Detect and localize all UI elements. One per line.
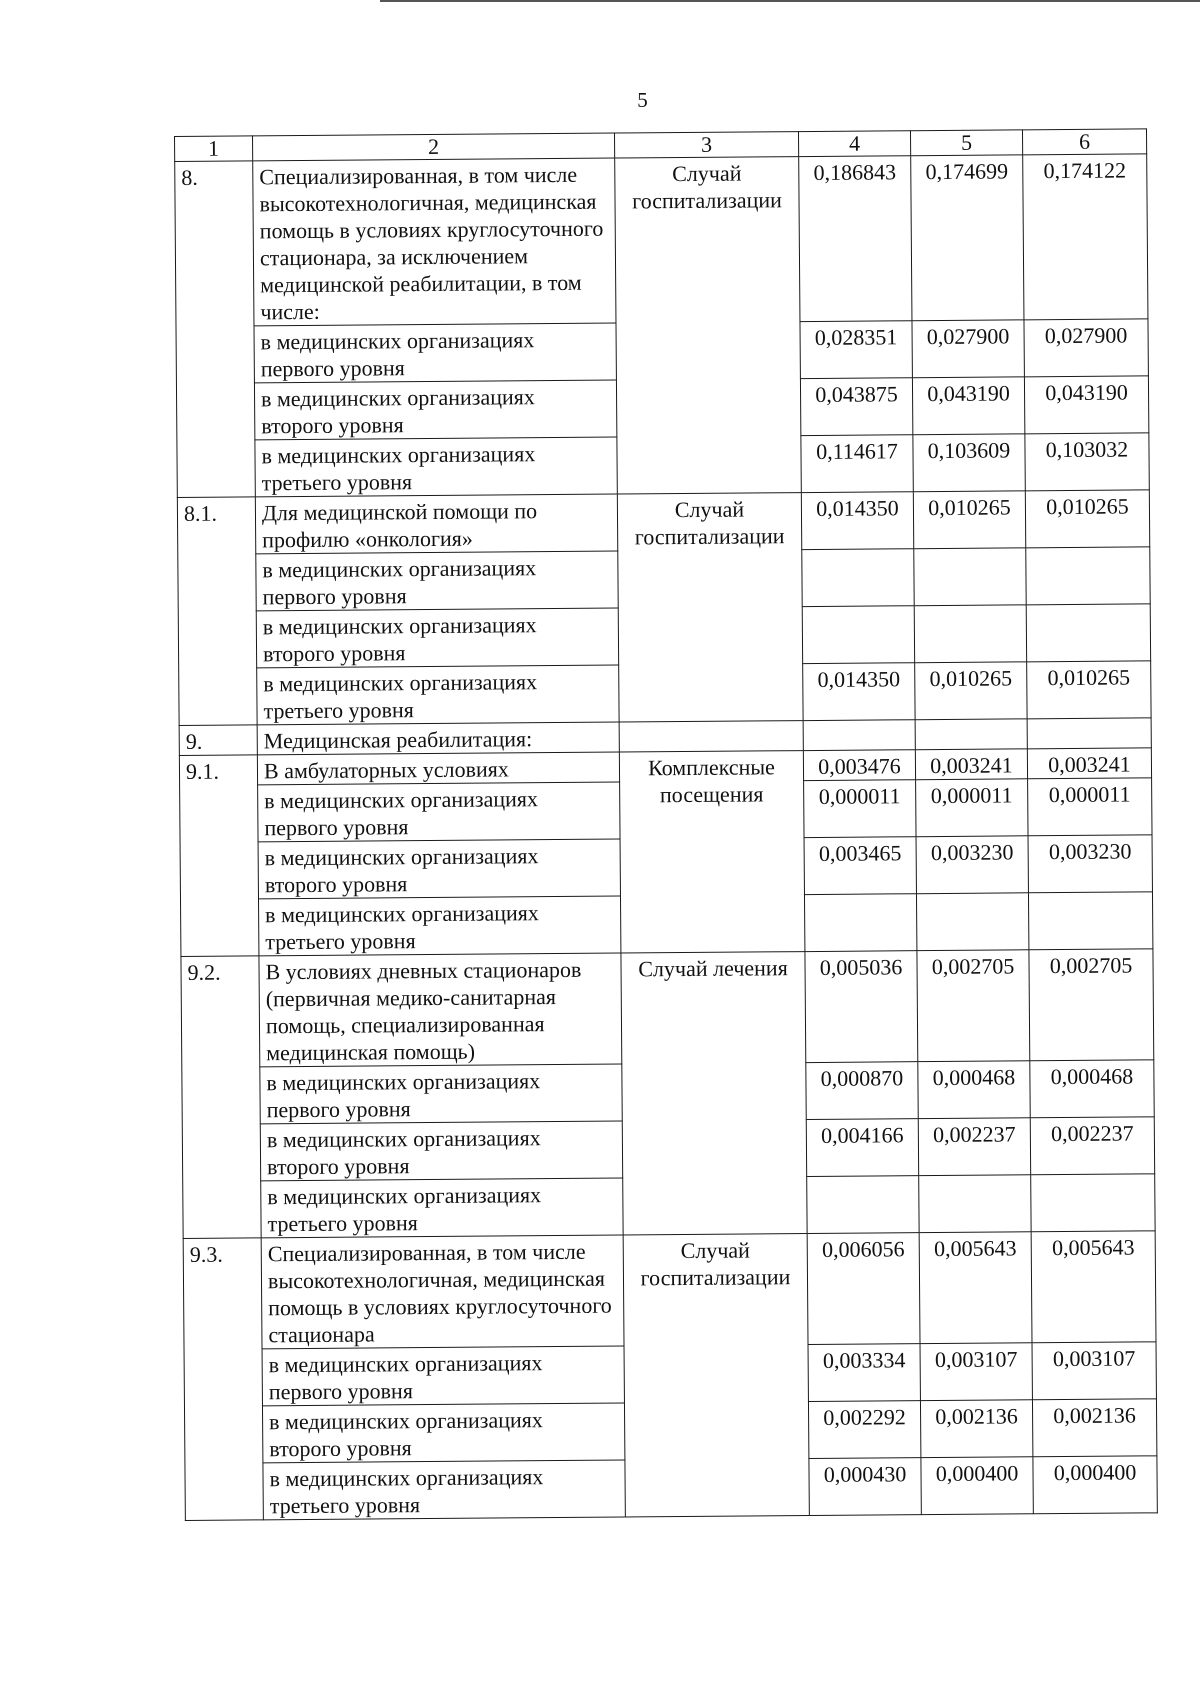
- value-col-4: 0,000430: [809, 1458, 921, 1516]
- unit-of-measure: Комплексные посещения: [619, 751, 805, 953]
- value-col-4: 0,006056: [807, 1233, 920, 1345]
- value-col-5: 0,174699: [911, 155, 1024, 321]
- value-col-5: 0,002237: [918, 1118, 1030, 1176]
- value-col-6: 0,000468: [1030, 1060, 1154, 1118]
- item-number: 8.1.: [177, 497, 257, 726]
- row-description: в медицинских организациях первого уровня: [254, 323, 616, 383]
- value-col-4: 0,003334: [808, 1344, 920, 1402]
- row-description: Специализированная, в том числе высокотехнологичная, медицинская помощь в условиях круглосуточного стационара: [261, 1235, 624, 1349]
- unit-of-measure: Случай госпитализации: [615, 157, 802, 494]
- row-description: в медицинских организациях третьего уровня: [257, 665, 619, 725]
- table-row: [181, 949, 1154, 1068]
- table-row: [175, 154, 1148, 327]
- header-col-1: 1: [175, 136, 253, 162]
- row-description: В амбулаторных условиях: [257, 752, 619, 785]
- value-col-6: 0,103032: [1025, 433, 1149, 491]
- value-col-6: 0,000400: [1033, 1456, 1157, 1514]
- unit-of-measure: Случай госпитализации: [623, 1234, 809, 1517]
- unit-of-measure: Случай госпитализации: [617, 493, 803, 722]
- value-col-5: [915, 719, 1027, 750]
- unit-of-measure: [619, 721, 803, 752]
- table-row: [183, 1231, 1156, 1350]
- value-col-4: 0,003465: [804, 837, 916, 895]
- row-description: в медицинских организациях первого уровня: [262, 1346, 624, 1406]
- value-col-4: 0,043875: [800, 378, 912, 436]
- header-col-4: 4: [798, 131, 910, 157]
- value-col-5: 0,010265: [915, 662, 1027, 720]
- row-description: в медицинских организациях первого уровня: [260, 1064, 622, 1124]
- value-col-5: 0,003107: [920, 1343, 1032, 1401]
- scan-edge-line: [380, 0, 1200, 2]
- row-description: в медицинских организациях первого уровня: [256, 551, 618, 611]
- table-row: [177, 490, 1149, 555]
- row-description: В условиях дневных стационаров (первичная медико-санитарная помощь, специализированная медицинская помощь): [259, 953, 622, 1067]
- value-col-6: 0,003107: [1032, 1342, 1156, 1400]
- row-description: в медицинских организациях второго уровня: [262, 1403, 624, 1463]
- value-col-5: 0,002136: [920, 1400, 1032, 1458]
- item-number: 9.2.: [181, 956, 261, 1239]
- value-col-5: [914, 548, 1026, 606]
- row-description: Для медицинской помощи по профилю «онкология»: [255, 494, 617, 554]
- value-col-6: 0,174122: [1023, 154, 1148, 320]
- item-number: 9.: [179, 725, 257, 756]
- value-col-5: 0,027900: [912, 320, 1024, 378]
- value-col-6: [1031, 1174, 1155, 1232]
- header-col-5: 5: [910, 130, 1022, 156]
- value-col-6: 0,043190: [1024, 376, 1148, 434]
- header-col-6: 6: [1022, 129, 1146, 155]
- value-col-6: 0,027900: [1024, 319, 1148, 377]
- value-col-6: 0,002705: [1029, 949, 1154, 1061]
- value-col-4: [803, 720, 915, 751]
- value-col-5: 0,005643: [919, 1232, 1032, 1344]
- value-col-6: [1028, 892, 1152, 950]
- row-description: в медицинских организациях третьего уровня: [261, 1178, 623, 1238]
- value-col-4: 0,014350: [803, 663, 915, 721]
- value-col-6: [1026, 604, 1150, 662]
- value-col-5: 0,000400: [921, 1457, 1033, 1515]
- value-col-5: [916, 893, 1028, 951]
- row-description: в медицинских организациях третьего уровня: [255, 437, 617, 497]
- value-col-4: [802, 549, 914, 607]
- unit-of-measure: Случай лечения: [621, 952, 807, 1235]
- value-col-4: [802, 606, 914, 664]
- value-col-4: 0,005036: [805, 951, 918, 1063]
- value-col-5: 0,010265: [913, 491, 1025, 549]
- value-col-4: [807, 1176, 919, 1234]
- rates-table: [174, 128, 1158, 1521]
- value-col-5: [914, 605, 1026, 663]
- value-col-4: [804, 894, 916, 952]
- value-col-6: 0,005643: [1031, 1231, 1156, 1343]
- value-col-5: 0,000011: [916, 779, 1028, 837]
- value-col-4: 0,004166: [806, 1119, 918, 1177]
- table-body: [175, 154, 1158, 1521]
- value-col-5: [919, 1175, 1031, 1233]
- value-col-5: 0,002705: [917, 950, 1030, 1062]
- value-col-6: 0,010265: [1025, 490, 1149, 548]
- value-col-6: 0,002237: [1030, 1117, 1154, 1175]
- value-col-4: 0,114617: [801, 435, 913, 493]
- row-description: в медицинских организациях третьего уровня: [258, 896, 620, 956]
- item-number: 9.1.: [179, 755, 259, 957]
- value-col-5: 0,103609: [913, 434, 1025, 492]
- row-description: в медицинских организациях второго уровня: [256, 608, 618, 668]
- item-number: 9.3.: [183, 1238, 263, 1521]
- value-col-6: 0,000011: [1028, 778, 1152, 836]
- value-col-6: 0,010265: [1027, 661, 1151, 719]
- value-col-4: 0,000011: [804, 780, 916, 838]
- page-number: 5: [637, 88, 648, 112]
- value-col-4: 0,186843: [799, 156, 912, 322]
- item-number: 8.: [175, 161, 256, 498]
- value-col-4: 0,028351: [800, 321, 912, 379]
- value-col-6: [1027, 718, 1151, 749]
- row-description: в медицинских организациях первого уровня: [258, 782, 620, 842]
- value-col-6: 0,003241: [1027, 748, 1151, 779]
- value-col-5: 0,003241: [915, 749, 1027, 780]
- row-description: Медицинская реабилитация:: [257, 722, 619, 755]
- row-description: в медицинских организациях третьего уровня: [263, 1460, 625, 1520]
- value-col-5: 0,003230: [916, 836, 1028, 894]
- value-col-4: 0,014350: [801, 492, 913, 550]
- value-col-6: [1026, 547, 1150, 605]
- header-col-2: 2: [253, 133, 615, 161]
- row-description: в медицинских организациях второго уровня: [254, 380, 616, 440]
- value-col-4: 0,002292: [808, 1401, 920, 1459]
- value-col-5: 0,043190: [912, 377, 1024, 435]
- value-col-5: 0,000468: [918, 1061, 1030, 1119]
- row-description: в медицинских организациях второго уровня: [260, 1121, 622, 1181]
- row-description: Специализированная, в том числе высокотехнологичная, медицинская помощь в условиях круглосуточного стационара, за исключением медицинской реабилитации, в том числе:: [253, 158, 616, 326]
- row-description: в медицинских организациях второго уровня: [258, 839, 620, 899]
- value-col-6: 0,003230: [1028, 835, 1152, 893]
- value-col-4: 0,003476: [803, 750, 915, 781]
- value-col-6: 0,002136: [1032, 1399, 1156, 1457]
- value-col-4: 0,000870: [806, 1062, 918, 1120]
- header-col-3: 3: [614, 132, 798, 158]
